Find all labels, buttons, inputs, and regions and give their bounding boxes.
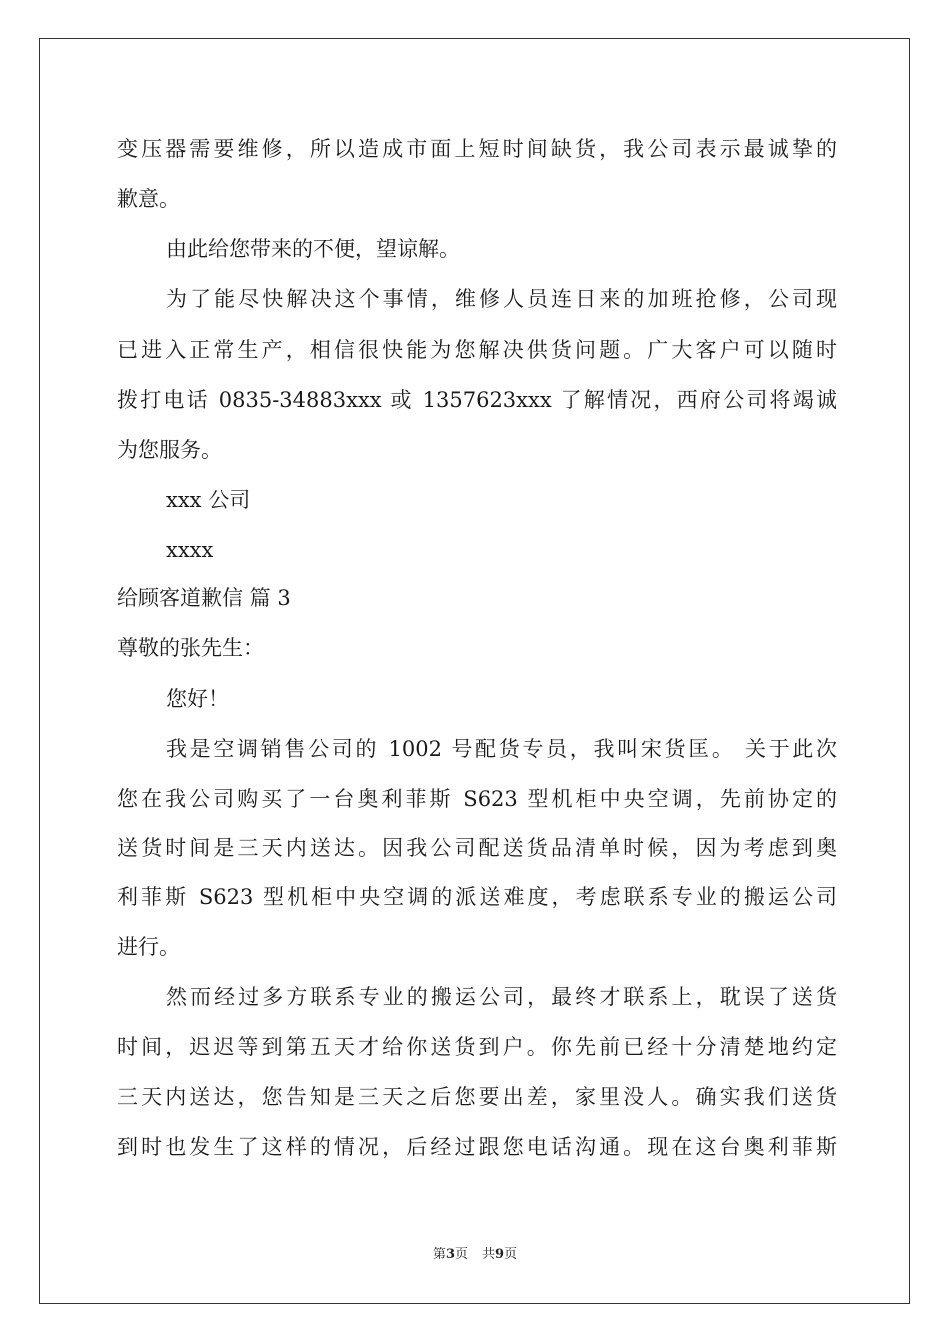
footer-total-suffix: 页 [504,1247,518,1262]
paragraph-line: 到时也发生了这样的情况，后经过跟您电话沟通。现在这台奥利菲斯 [117,1135,837,1159]
signature-date: xxxx [166,538,214,562]
paragraph-line: 进行。 [117,935,180,959]
page-footer [0,1246,950,1264]
footer-page-prefix: 第 [432,1247,446,1262]
paragraph-line: 为了能尽快解决这个事情，维修人员连日来的加班抢修，公司现 [166,287,837,311]
paragraph-line: 拨打电话 0835-34883xxx 或 1357623xxx 了解情况，西府公司将竭诚 [117,388,837,412]
paragraph-line: 三天内送达，您告知是三天之后您要出差，家里没人。确实我们送货 [117,1085,837,1109]
paragraph-line: 利菲斯 S623 型机柜中央空调的派送难度，考虑联系专业的搬运公司 [117,885,837,909]
greeting: 您好！ [166,687,229,711]
footer-page-current: 3 [445,1247,455,1262]
signature-company: xxx 公司 [166,488,251,512]
paragraph-line: 时间，迟迟等到第五天才给你送货到户。你先前已经十分清楚地约定 [117,1035,837,1059]
paragraph-line: 由此给您带来的不便，望谅解。 [166,237,460,261]
paragraph-line: 歉意。 [117,187,180,211]
paragraph-line: 然而经过多方联系专业的搬运公司，最终才联系上，耽误了送货 [166,985,837,1009]
footer-total-prefix: 共 [482,1247,496,1262]
footer-page-suffix: 页 [454,1247,468,1262]
paragraph-line: 变压器需要维修，所以造成市面上短时间缺货，我公司表示最诚挚的 [117,137,837,161]
paragraph-line: 为您服务。 [117,438,222,462]
footer-total-pages: 9 [495,1247,505,1262]
paragraph-line: 已进入正常生产，相信很快能为您解决供货问题。广大客户可以随时 [117,338,837,362]
paragraph-line: 您在我公司购买了一台奥利菲斯 S623 型机柜中央空调，先前协定的 [117,787,837,811]
page-border [39,38,910,1304]
paragraph-line: 我是空调销售公司的 1002 号配货专员，我叫宋货匡。 关于此次 [166,737,837,761]
paragraph-line: 送货时间是三天内送达。因我公司配送货品清单时候，因为考虑到奥 [117,836,837,860]
section-heading: 给顾客道歉信 篇 3 [117,586,291,610]
salutation: 尊敬的张先生： [117,636,264,660]
